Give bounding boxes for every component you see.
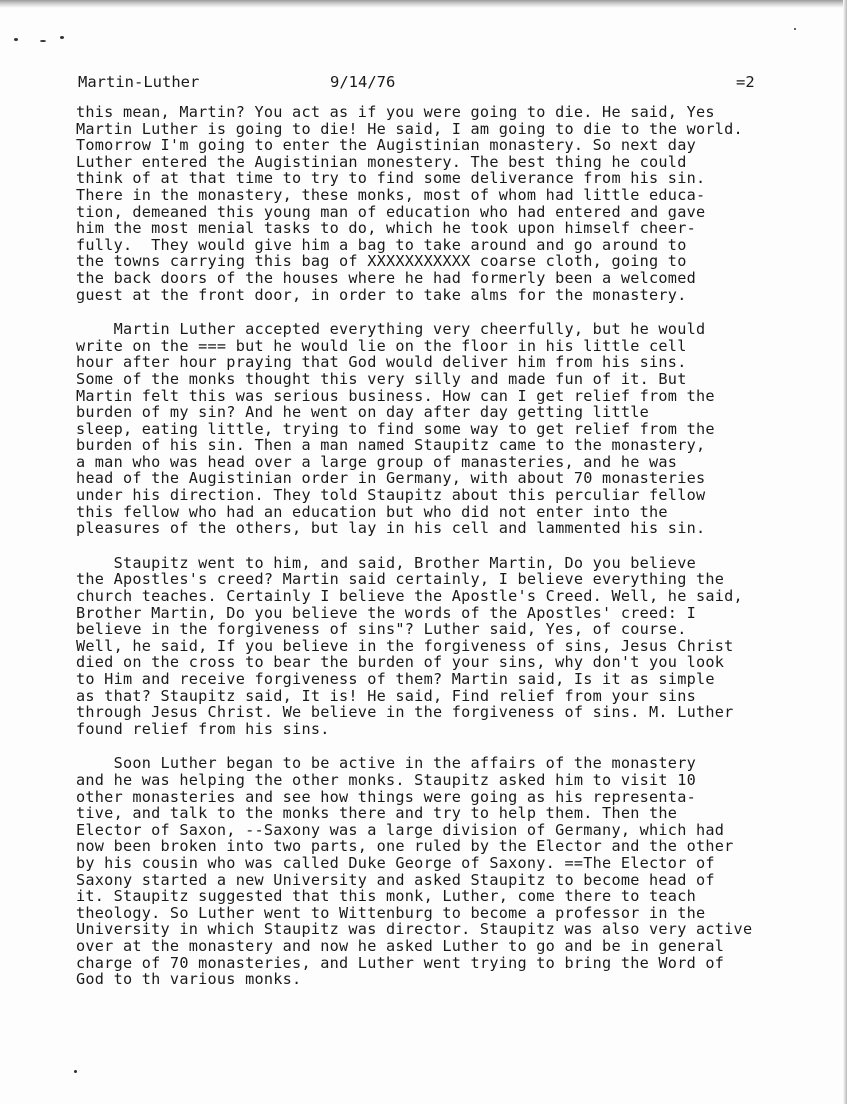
paragraph [76, 555, 776, 738]
text-line: pleasures of the others, but lay in his cell and lammented his sin. [76, 519, 706, 538]
text-line: write on the === but he would lie on the floor in his little cell [76, 336, 687, 355]
text-line: Martin felt this was serious business. How can I get relief from the [76, 386, 715, 405]
paragraph [76, 321, 776, 537]
text-line: found relief from his sins. [76, 719, 330, 738]
text-line: Brother Martin, Do you believe the words of the Apostles' creed: I [76, 603, 696, 622]
text-line: church teaches. Certainly I believe the Apostle's Creed. Well, he said, [76, 587, 743, 606]
scan-speck [60, 36, 64, 39]
text-line: Tomorrow I'm going to enter the Augistinian monastery. So next day [76, 136, 696, 155]
paragraph [76, 104, 776, 303]
paragraph [76, 755, 776, 987]
text-line: through Jesus Christ. We believe in the forgiveness of sins. M. Luther [76, 703, 734, 722]
text-line: God to th various monks. [76, 970, 302, 989]
header-page-number: =2 [736, 73, 755, 91]
text-line: hour after hour praying that God would deliver him from his sins. [76, 353, 687, 372]
text-line: Well, he said, If you believe in the forgiveness of sins, Jesus Christ [76, 636, 734, 655]
header-title: Martin-Luther [78, 73, 200, 91]
scan-speck [14, 38, 18, 41]
scan-speck [794, 28, 796, 30]
text-line: the towns carrying this bag of XXXXXXXXXXX coarse cloth, going to [76, 252, 687, 271]
header-date: 9/14/76 [330, 73, 396, 91]
text-line: burden of his sin. Then a man named Staupitz came to the monastery, [76, 436, 706, 455]
page-header [78, 72, 778, 94]
text-line: the back doors of the houses where he had formerly been a welcomed [76, 268, 696, 287]
text-line: Saxony started a new University and asked Staupitz to become head of [76, 870, 715, 889]
scan-speck [74, 1070, 77, 1073]
text-line: Some of the monks thought this very silly and made fun of it. But [76, 369, 687, 388]
text-line: Staupitz went to him, and said, Brother Martin, Do you believe [76, 553, 696, 572]
text-line: the Apostles's creed? Martin said certainly, I believe everything the [76, 570, 725, 589]
text-line: this mean, Martin? You act as if you were going to die. He said, Yes [76, 103, 715, 121]
text-line: Martin Luther is going to die! He said, I am going to die to the world. [76, 119, 743, 138]
text-line: University in which Staupitz was director. Staupitz was also very active [76, 920, 753, 939]
body-text [76, 104, 776, 1006]
text-line: think of at that time to try to find some deliverance from his sin. [76, 169, 706, 188]
text-line: burden of my sin? And he went on day after day getting little [76, 403, 650, 422]
text-line: by his cousin who was called Duke George of Saxony. ==The Elector of [76, 853, 715, 872]
text-line: sleep, eating little, trying to find some way to get relief from the [76, 419, 715, 438]
text-line: guest at the front door, in order to take alms for the monastery. [76, 285, 687, 304]
text-line: Elector of Saxon, --Saxony was a large division of Germany, which had [76, 820, 725, 839]
text-line: died on the cross to bear the burden of your sins, why don't you look [76, 653, 725, 672]
text-line: and he was helping the other monks. Staupitz asked him to visit 10 [76, 770, 696, 789]
text-line: fully. They would give him a bag to take around and go around to [76, 235, 687, 254]
text-line: to Him and receive forgiveness of them? Martin said, Is it as simple [76, 670, 715, 688]
text-line: other monasteries and see how things were going as his representa- [76, 787, 696, 806]
text-line: this fellow who had an education but who did not enter into the [76, 502, 668, 521]
text-line: Soon Luther began to be active in the affairs of the monastery [76, 754, 696, 773]
text-line: a man who was head over a large group of manasteries, and he was [76, 452, 678, 471]
scan-top-edge [0, 0, 847, 8]
text-line: Luther entered the Augistinian monestery. The best thing he could [76, 152, 687, 171]
text-line: theology. So Luther went to Wittenburg to become a professor in the [76, 903, 706, 922]
text-line: it. Staupitz suggested that this monk, Luther, come there to teach [76, 887, 696, 906]
text-line: believe in the forgiveness of sins"? Luther said, Yes, of course. [76, 620, 687, 639]
text-line: now been broken into two parts, one ruled by the Elector and the other [76, 837, 734, 856]
text-line: tion, demeaned this young man of education who had entered and gave [76, 202, 706, 221]
scan-right-edge [843, 0, 847, 1104]
text-line: tive, and talk to the monks there and try to help them. Then the [76, 804, 678, 823]
text-line: head of the Augistinian order in Germany, with about 70 monasteries [76, 469, 706, 488]
text-line: charge of 70 monasteries, and Luther went trying to bring the Word of [76, 953, 725, 972]
text-line: as that? Staupitz said, It is! He said, Find relief from your sins [76, 686, 696, 705]
text-line: under his direction. They told Staupitz about this perculiar fellow [76, 486, 706, 505]
text-line: him the most menial tasks to do, which he took upon himself cheer- [76, 219, 696, 238]
text-line: There in the monastery, these monks, most of whom had little educa- [76, 185, 706, 204]
scan-speck [40, 40, 46, 42]
text-line: Martin Luther accepted everything very cheerfully, but he would [76, 320, 706, 339]
text-line: over at the monastery and now he asked Luther to go and be in general [76, 936, 725, 955]
